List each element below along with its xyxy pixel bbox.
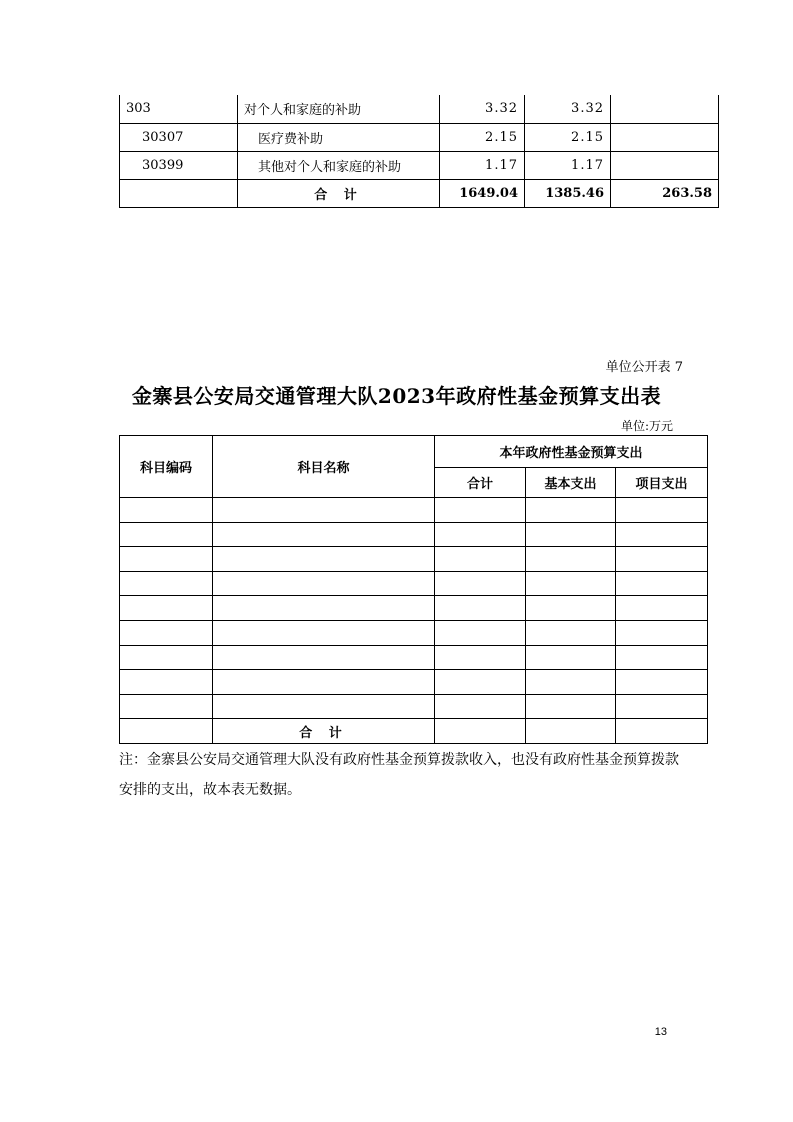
subject-code: 303 <box>120 95 238 123</box>
total-row <box>120 719 708 744</box>
subject-code: 30307 <box>120 123 238 151</box>
basic-value: 2.15 <box>525 123 611 151</box>
subject-name: 其他对个人和家庭的补助 <box>238 151 440 179</box>
table-row <box>120 522 708 547</box>
total-value: 3.32 <box>440 95 525 123</box>
basic-value: 1385.46 <box>525 179 611 207</box>
table-number-label: 单位公开表 7 <box>605 360 683 375</box>
header-group: 本年政府性基金预算支出 <box>435 436 708 468</box>
fund-expenditure-table <box>119 435 708 744</box>
table-row <box>120 95 719 123</box>
basic-value: 3.32 <box>525 95 611 123</box>
header-name: 科目名称 <box>213 436 435 498</box>
total-label: 合 计 <box>213 719 435 744</box>
project-value <box>611 95 719 123</box>
table-row <box>120 694 708 719</box>
header-row <box>120 436 708 468</box>
total-value: 1649.04 <box>440 179 525 207</box>
page-number: 13 <box>654 1026 667 1038</box>
project-value <box>611 151 719 179</box>
total-value: 2.15 <box>440 123 525 151</box>
basic-value: 1.17 <box>525 151 611 179</box>
table-row <box>120 596 708 621</box>
header-code: 科目编码 <box>120 436 213 498</box>
header-project: 项目支出 <box>616 468 708 498</box>
header-total: 合计 <box>435 468 526 498</box>
table-row <box>120 498 708 523</box>
table-row <box>120 620 708 645</box>
table-row <box>120 571 708 596</box>
total-label: 合 计 <box>238 179 440 207</box>
table-row <box>120 547 708 572</box>
table-row <box>120 151 719 179</box>
project-value: 263.58 <box>611 179 719 207</box>
footnote: 注：金寨县公安局交通管理大队没有政府性基金预算拨款收入，也没有政府性基金预算拨款安排的支出，故本表无数据。 <box>119 752 679 798</box>
header-basic: 基本支出 <box>526 468 616 498</box>
total-row <box>120 179 719 207</box>
table-row <box>120 645 708 670</box>
table-row <box>120 670 708 695</box>
subject-name: 医疗费补助 <box>238 123 440 151</box>
total-value: 1.17 <box>440 151 525 179</box>
expenditure-continuation-table <box>119 95 719 208</box>
unit-label: 单位:万元 <box>620 419 673 433</box>
project-value <box>611 123 719 151</box>
subject-name: 对个人和家庭的补助 <box>238 95 440 123</box>
page-title: 金寨县公安局交通管理大队2023年政府性基金预算支出表 <box>131 384 662 408</box>
table-row <box>120 123 719 151</box>
subject-code: 30399 <box>120 151 238 179</box>
